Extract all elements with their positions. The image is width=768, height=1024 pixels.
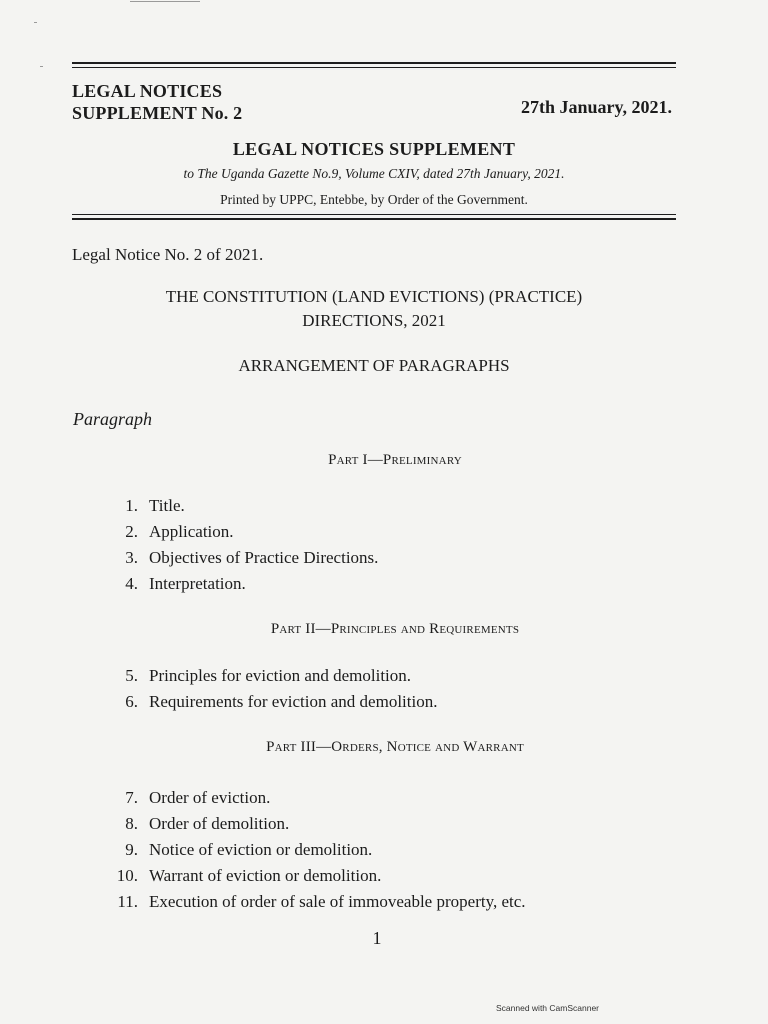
list-item (108, 522, 668, 548)
list-item (108, 866, 668, 892)
act-title (0, 285, 748, 333)
item-text: Objectives of Practice Directions. (149, 548, 379, 567)
arrangement-heading: ARRANGEMENT OF PARAGRAPHS (238, 356, 510, 375)
item-text: Execution of order of sale of immoveable property, etc. (149, 892, 526, 911)
item-text: Notice of eviction or demolition. (149, 840, 373, 859)
list-item (108, 788, 668, 814)
item-text: Application. (149, 522, 234, 541)
item-number: 7. (125, 788, 138, 807)
scan-artifact (130, 1, 200, 2)
item-number: 1. (125, 496, 138, 515)
scan-artifact (40, 66, 43, 67)
item-number: 2. (125, 522, 138, 541)
list-item (108, 496, 668, 522)
printed-by-line: Printed by UPPC, Entebbe, by Order of the Government. (220, 192, 528, 207)
item-number: 4. (125, 574, 138, 593)
item-number: 5. (125, 666, 138, 685)
list-item (108, 666, 668, 692)
list-item (108, 574, 668, 600)
item-number: 6. (125, 692, 138, 711)
header-rule-bottom (72, 218, 676, 220)
item-text: Title. (149, 496, 185, 515)
item-text: Principles for eviction and demolition. (149, 666, 412, 685)
list-item (108, 548, 668, 574)
supplement-title: LEGAL NOTICES SUPPLEMENT (232, 139, 516, 159)
item-text: Interpretation. (149, 574, 246, 593)
list-item (108, 840, 668, 866)
list-item (108, 814, 668, 840)
legal-notice-number: Legal Notice No. 2 of 2021. (72, 245, 264, 264)
part-3-list (108, 788, 668, 918)
list-item (108, 892, 668, 918)
header-line-1: LEGAL NOTICES (72, 81, 223, 101)
item-number: 9. (125, 840, 138, 859)
item-number: 11. (117, 892, 138, 911)
supplement-subtitle: to The Uganda Gazette No.9, Volume CXIV, dated 27th January, 2021. (183, 166, 565, 181)
supplement-header (72, 80, 242, 124)
scanner-watermark: Scanned with CamScanner (496, 1003, 600, 1013)
part-1-list (108, 496, 668, 600)
item-text: Requirements for eviction and demolition. (149, 692, 438, 711)
item-number: 8. (125, 814, 138, 833)
act-title-line-1: THE CONSTITUTION (LAND EVICTIONS) (PRACTICE) (165, 287, 583, 306)
scan-artifact (34, 22, 37, 23)
header-rule-bottom-thin (72, 214, 676, 215)
part-heading-2: Part II—Principles and Requirements (270, 621, 520, 637)
paragraph-label: Paragraph (73, 409, 153, 429)
item-number: 3. (125, 548, 138, 567)
page-number: 1 (372, 928, 382, 948)
header-rule-top-thin (72, 67, 676, 68)
part-2-list (108, 666, 668, 718)
item-text: Order of eviction. (149, 788, 271, 807)
list-item (108, 692, 668, 718)
item-number: 10. (116, 866, 138, 885)
header-line-2: SUPPLEMENT No. 2 (72, 103, 243, 123)
part-heading-1: Part I—Preliminary (328, 452, 462, 468)
part-heading-3: Part III—Orders, Notice and Warrant (266, 739, 524, 755)
act-title-line-2: DIRECTIONS, 2021 (302, 311, 446, 330)
header-rule-top (72, 62, 676, 64)
item-text: Warrant of eviction or demolition. (149, 866, 382, 885)
header-date: 27th January, 2021. (520, 97, 672, 117)
item-text: Order of demolition. (149, 814, 290, 833)
